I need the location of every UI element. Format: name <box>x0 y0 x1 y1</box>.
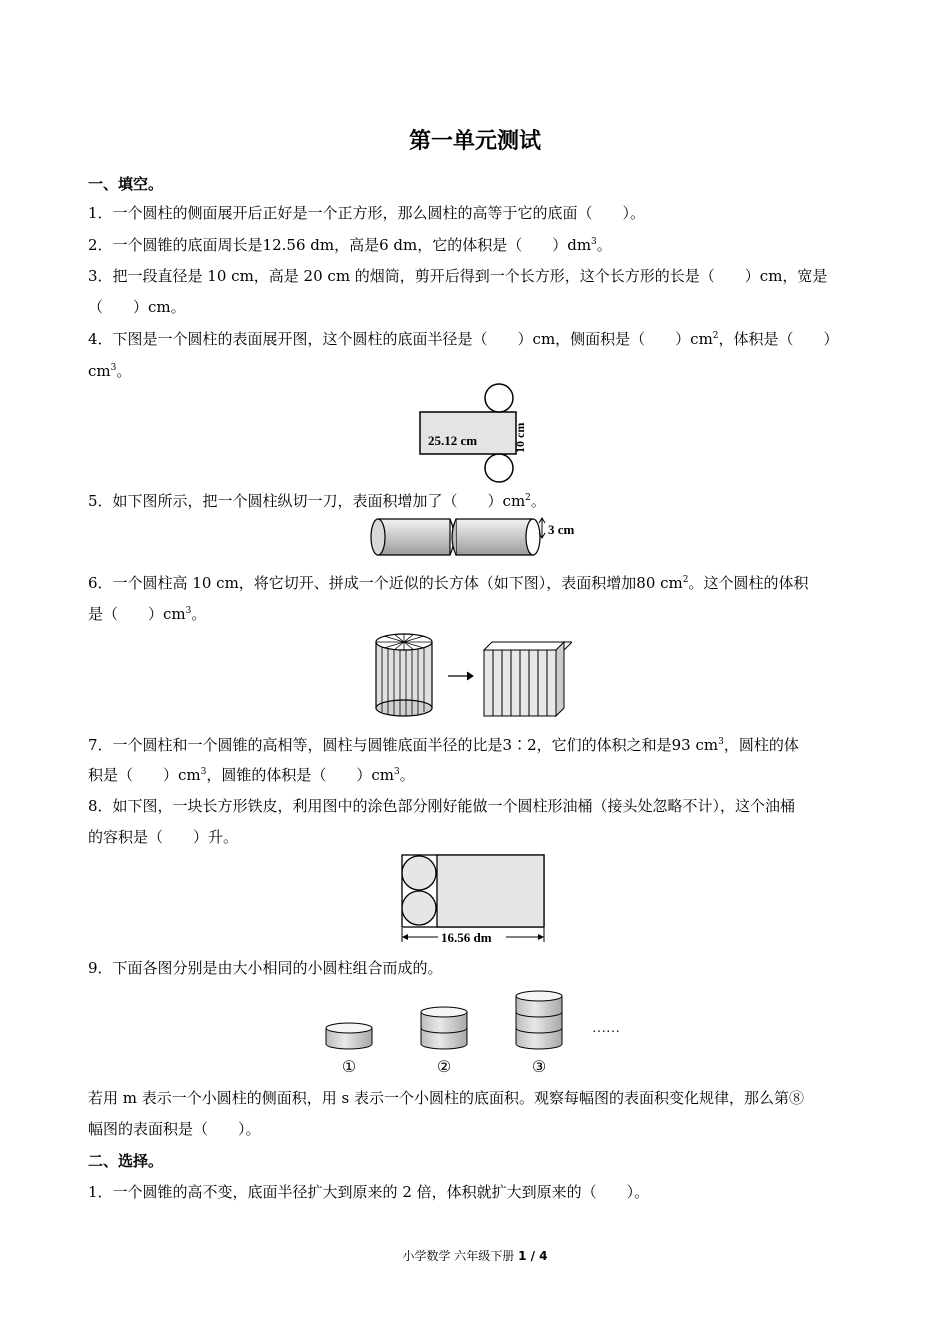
question-6-end: 。 <box>191 605 207 623</box>
question-9: 9．下面各图分别是由大小相同的小圆柱组合而成的。 <box>88 959 443 977</box>
superscript: 3 <box>591 237 597 247</box>
cylinder-left-half <box>378 519 450 555</box>
question-6-text-b: 。这个圆柱的体积 <box>688 574 809 592</box>
question-5-end: 。 <box>530 492 546 510</box>
question-7-line-2 <box>88 764 415 785</box>
page-footer <box>0 1247 950 1264</box>
question-2-end: 。 <box>596 236 612 254</box>
question-4 <box>88 328 839 349</box>
stacked-cylinders-figure <box>322 986 632 1078</box>
question-9-text-2: 幅图的表面积是（ ）。 <box>88 1120 261 1138</box>
question-7-line-2-text: 积是（ ）cm <box>88 766 201 784</box>
question-5 <box>88 490 546 511</box>
question-2 <box>88 234 612 255</box>
cut-cylinder-figure <box>368 513 588 561</box>
page-title: 第一单元测试 <box>408 129 541 154</box>
stack-2 <box>421 1007 467 1049</box>
arrow-left-icon <box>402 934 408 940</box>
question-2-text: 2．一个圆锥的底面周长是12.56 dm，高是6 dm，它的体积是（ ）dm <box>88 236 592 254</box>
cylinder-net-figure <box>418 383 538 483</box>
top-radial-lines <box>376 634 432 650</box>
label-2: ② <box>436 1059 452 1076</box>
ellipsis: …… <box>592 1021 620 1036</box>
cuboid-slices <box>484 642 572 716</box>
net-bottom-circle <box>485 454 513 482</box>
question-6-line-2 <box>88 603 206 624</box>
superscript: 2 <box>682 575 689 585</box>
question-6-text: 6．一个圆柱高 10 cm，将它切开、拼成一个近似的长方体（如下图），表面积增加80 cm <box>88 574 683 592</box>
question-8-line-2: 的容积是（ ）升。 <box>88 828 239 846</box>
question-4-line-2 <box>88 360 131 381</box>
bottom-circle <box>402 891 436 925</box>
superscript: 3 <box>718 737 724 747</box>
question-6 <box>88 572 809 593</box>
question-4-end: 。 <box>116 362 132 380</box>
question-3-line-2: （ ）cm。 <box>88 298 186 316</box>
sheet-length-label: 16.56 dm <box>441 930 492 945</box>
page-number: 1 / 4 <box>518 1249 548 1263</box>
label-3: ③ <box>531 1059 547 1076</box>
net-top-circle <box>485 384 513 412</box>
choice-question-1: 1．一个圆锥的高不变，底面半径扩大到原来的 2 倍，体积就扩大到原来的（ ）。 <box>88 1183 650 1201</box>
footer-text: 小学数学 六年级下册 <box>402 1249 519 1263</box>
net-length-label: 25.12 cm <box>428 433 478 448</box>
question-7-text: 7．一个圆柱和一个圆锥的高相等，圆柱与圆锥底面半径的比是3∶2，它们的体积之和是93 cm <box>88 736 719 754</box>
stack-1 <box>326 1023 372 1049</box>
question-4-text: 4．下图是一个圆柱的表面展开图，这个圆柱的底面半径是（ ）cm，侧面积是（ ）cm <box>88 330 713 348</box>
question-7-text-b: ，圆柱的体 <box>723 736 799 754</box>
question-6-line-2-text: 是（ ）cm <box>88 605 186 623</box>
question-4-text-b: ，体积是（ ） <box>718 330 839 348</box>
radius-label: 3 cm <box>548 522 575 537</box>
superscript: 3 <box>394 767 400 777</box>
unit: cm <box>88 362 111 380</box>
superscript: 3 <box>110 363 117 373</box>
top-circle <box>402 856 436 890</box>
cylinder-to-cuboid-figure <box>372 628 572 720</box>
question-1: 1．一个圆柱的侧面展开后正好是一个正方形，那么圆柱的高等于它的底面（ ）。 <box>88 204 646 222</box>
stack-3 <box>516 991 562 1049</box>
question-7-line-2-text-b: ，圆锥的体积是（ ）cm <box>206 766 395 784</box>
superscript: 2 <box>712 331 719 341</box>
arrow-right-icon <box>538 934 544 940</box>
superscript: 2 <box>525 493 531 503</box>
question-5-text: 5．如下图所示，把一个圆柱纵切一刀，表面积增加了（ ）cm <box>88 492 526 510</box>
shaded-rectangle <box>437 855 544 927</box>
question-8-line-1: 8．如下图，一块长方形铁皮，利用图中的涂色部分刚好能做一个圆柱形油桶（接头处忽略不计），这个油桶 <box>88 797 796 815</box>
net-height-label: 10 cm <box>513 422 527 453</box>
question-7 <box>88 734 799 755</box>
question-9-text-1: 若用 m 表示一个小圆柱的侧面积，用 s 表示一个小圆柱的底面积。观察每幅图的表面积变化规律，那么第⑧ <box>88 1089 804 1107</box>
cylinder-right-half <box>456 519 533 555</box>
question-7-end: 。 <box>399 766 415 784</box>
section-heading-multiple-choice: 二、选择。 <box>88 1152 164 1170</box>
superscript: 3 <box>200 767 207 777</box>
question-3-line-1: 3．把一段直径是 10 cm，高是 20 cm 的烟筒，剪开后得到一个长方形，这个长方形的长是（ ）cm，宽是 <box>88 267 828 285</box>
superscript: 3 <box>185 606 192 616</box>
cylinder-left-end <box>371 519 385 555</box>
cylinder-right-end <box>526 519 540 555</box>
section-heading-fill-blank: 一、填空。 <box>88 175 164 193</box>
label-1: ① <box>341 1059 357 1076</box>
iron-sheet-figure <box>398 852 550 946</box>
arrow-right-icon <box>467 672 473 680</box>
